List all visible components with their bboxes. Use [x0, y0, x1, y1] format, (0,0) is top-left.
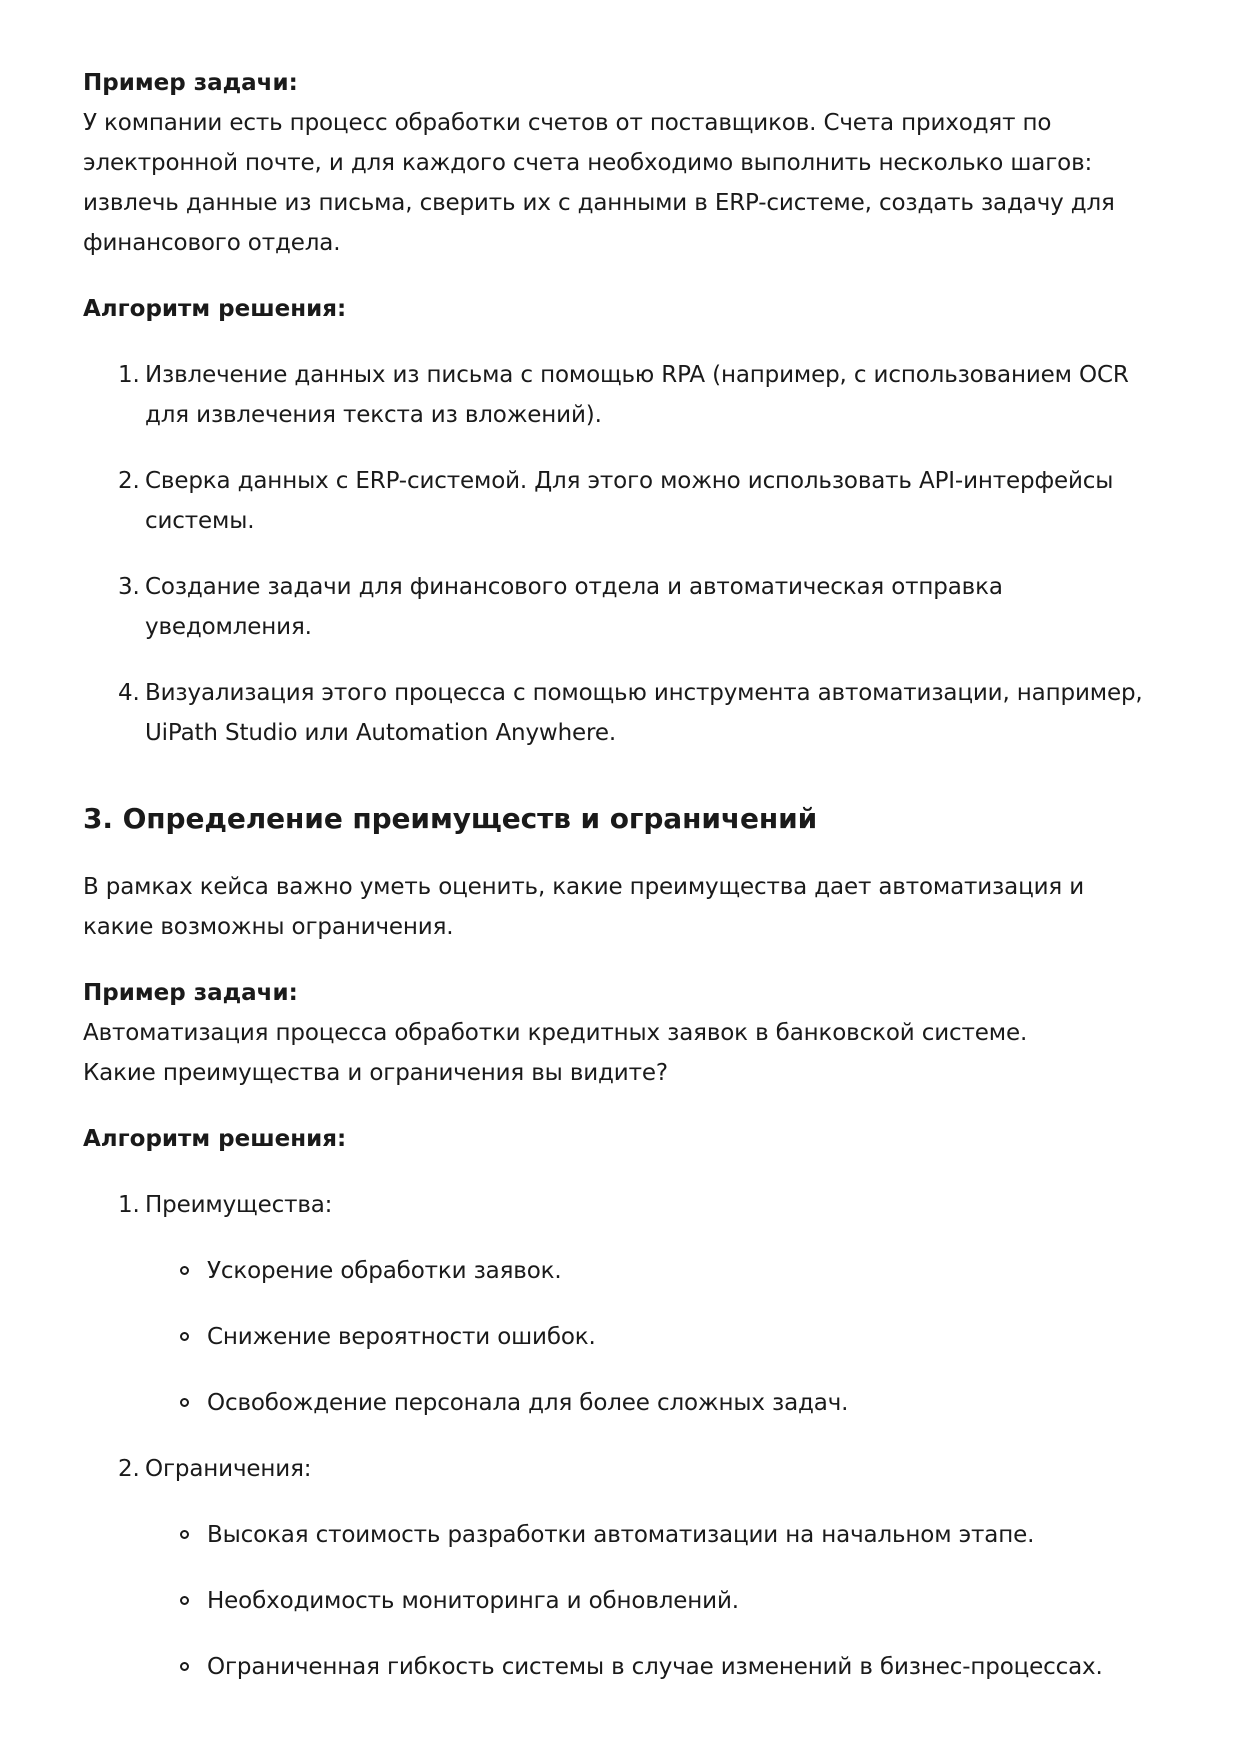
- section-intro: В рамках кейса важно уметь оценить, какие преимущества дает автоматизация и какие возможны ограничения.: [83, 874, 1085, 940]
- section-heading: 3. Определение преимуществ и ограничений: [83, 802, 818, 835]
- list-number: 3.: [118, 574, 140, 600]
- list-item: [83, 1515, 1169, 1555]
- example-label: Пример задачи:: [83, 980, 298, 1006]
- list-item-text: Ускорение обработки заявок.: [207, 1258, 562, 1284]
- list-item: [83, 567, 1169, 647]
- circle-bullet-icon: [180, 1530, 189, 1539]
- algorithm-steps-list: [83, 355, 1169, 753]
- example-label: Пример задачи:: [83, 70, 298, 96]
- algorithm-label: Алгоритм решения:: [83, 296, 347, 322]
- example-text: У компании есть процесс обработки счетов от поставщиков. Счета приходят по электронной почте, и для каждого счета необходимо выполнить несколько шагов: извлечь данные из письма, сверить их с данными в ERP-системе, создать задачу для финансового отдела.: [83, 110, 1115, 256]
- list-item-text: Необходимость мониторинга и обновлений.: [207, 1588, 739, 1614]
- list-number: 2.: [118, 468, 140, 494]
- list-number: 1.: [118, 362, 140, 388]
- list-number: 4.: [118, 680, 140, 706]
- benefits-list: [145, 1251, 1169, 1423]
- list-item: [83, 1185, 1169, 1423]
- list-item-text: Ограниченная гибкость системы в случае изменений в бизнес-процессах.: [207, 1654, 1103, 1680]
- list-item-text: Освобождение персонала для более сложных задач.: [207, 1390, 849, 1416]
- list-number: 1.: [118, 1192, 140, 1218]
- list-number: 2.: [118, 1456, 140, 1482]
- list-item: [83, 673, 1169, 753]
- list-item-text: Создание задачи для финансового отдела и автоматическая отправка уведомления.: [145, 574, 1003, 640]
- list-item: [83, 1581, 1169, 1621]
- circle-bullet-icon: [180, 1596, 189, 1605]
- list-item: [83, 1383, 1169, 1423]
- circle-bullet-icon: [180, 1398, 189, 1407]
- list-item-text: Снижение вероятности ошибок.: [207, 1324, 596, 1350]
- example-text: Автоматизация процесса обработки кредитных заявок в банковской системе. Какие преимущества и ограничения вы видите?: [83, 1020, 1028, 1086]
- list-item: [83, 1647, 1169, 1687]
- list-item: [83, 1317, 1169, 1357]
- circle-bullet-icon: [180, 1332, 189, 1341]
- algorithm-label: Алгоритм решения:: [83, 1126, 347, 1152]
- list-item-text: Высокая стоимость разработки автоматизации на начальном этапе.: [207, 1522, 1035, 1548]
- list-item: [83, 355, 1169, 435]
- list-item-text: Визуализация этого процесса с помощью инструмента автоматизации, например, UiPath Studio или Automation Anywhere.: [145, 680, 1143, 746]
- list-item: [83, 461, 1169, 541]
- list-item: [83, 1449, 1169, 1687]
- circle-bullet-icon: [180, 1662, 189, 1671]
- list-item-text: Сверка данных с ERP-системой. Для этого можно использовать API-интерфейсы системы.: [145, 468, 1114, 534]
- circle-bullet-icon: [180, 1266, 189, 1275]
- list-item-text: Извлечение данных из письма с помощью RPA (например, с использованием OCR для извлечения текста из вложений).: [145, 362, 1129, 428]
- list-item: [83, 1251, 1169, 1291]
- limitations-list: [145, 1515, 1169, 1687]
- algorithm-groups-list: [83, 1185, 1169, 1687]
- group-title: Ограничения:: [145, 1456, 312, 1482]
- group-title: Преимущества:: [145, 1192, 333, 1218]
